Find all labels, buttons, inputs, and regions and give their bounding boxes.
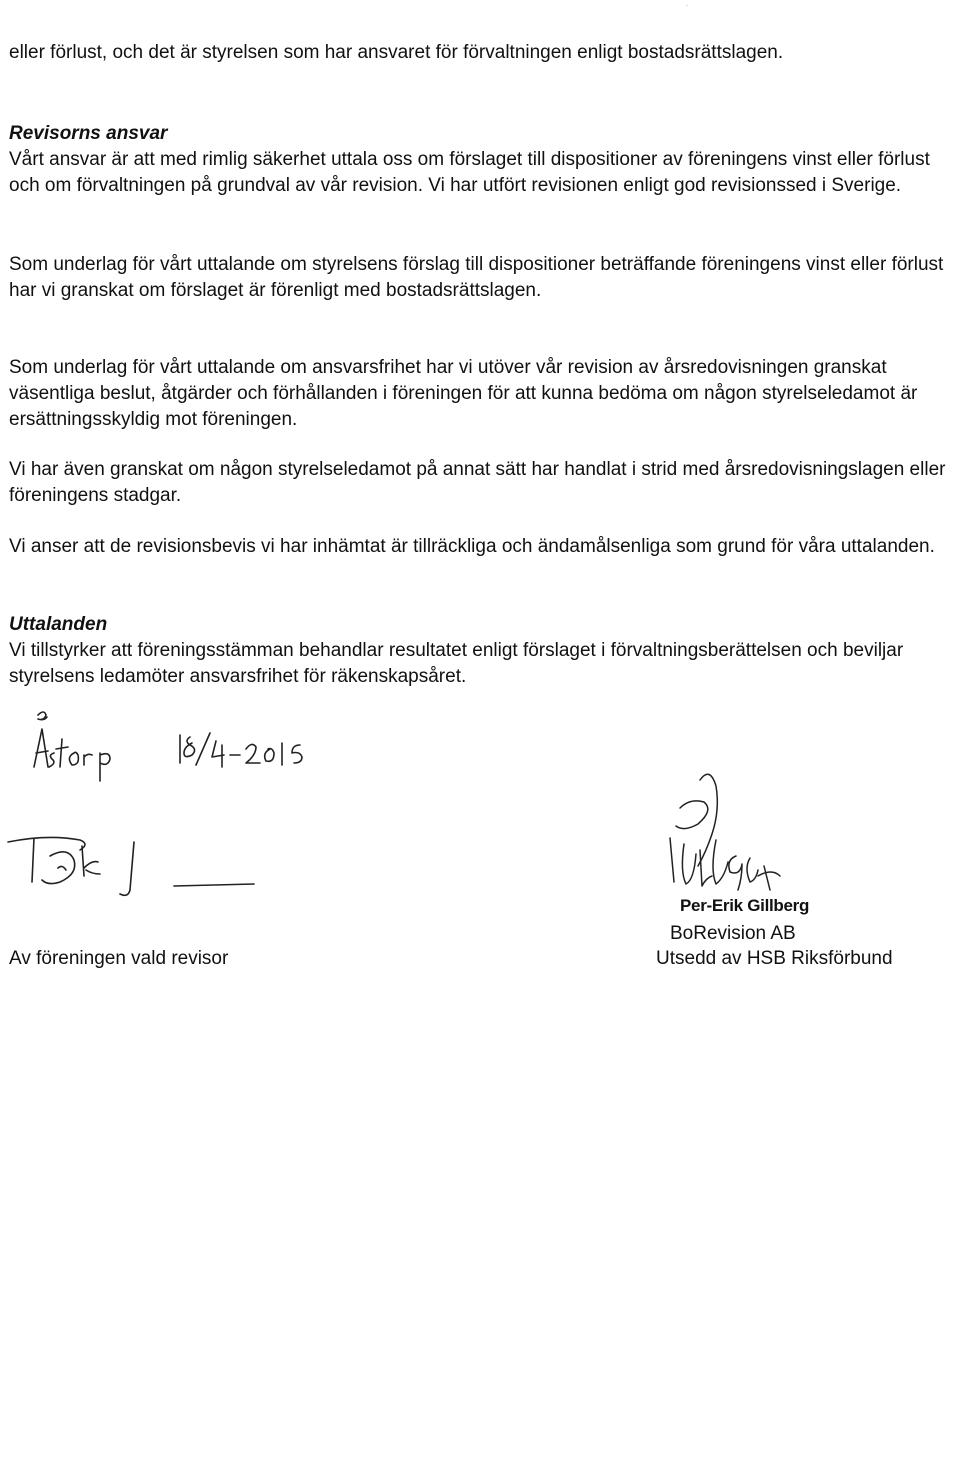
basis-discharge-paragraph: Som underlag för vårt uttalande om ansvarsfrihet har vi utöver vår revision av årsredovisningen granskat väsentliga beslut, åtgärder och förhållanden i föreningen för att kunna bedöma om någon styrelseledamot är ersättningsskyldig mot föreningen.: [9, 357, 918, 430]
handwritten-place-date: [20, 705, 320, 785]
signatory-appointed-by: Utsedd av HSB Riksförbund: [656, 948, 893, 969]
auditor-signature-right: [640, 770, 840, 910]
section-statements: [9, 612, 959, 690]
section-heading-statements: Uttalanden: [9, 614, 108, 635]
signatory-printed-name: Per-Erik Gillberg: [680, 896, 810, 915]
evidence-paragraph: Vi anser att de revisionsbevis vi har inhämtat är tillräckliga och ändamålsenliga som grund för våra uttalanden.: [9, 536, 935, 557]
basis-proposal-paragraph: Som underlag för vårt uttalande om styrelsens förslag till dispositioner beträffande föreningens vinst eller förlust har vi granskat om förslaget är förenligt med bostadsrättslagen.: [9, 254, 944, 301]
left-signature-label: Av föreningen vald revisor: [9, 948, 229, 969]
intro-line: eller förlust, och det är styrelsen som har ansvaret för förvaltningen enligt bostadsrättslagen.: [9, 42, 784, 63]
section-auditor-responsibility: [9, 121, 959, 199]
scan-speck: ˙: [686, 4, 689, 14]
signatory-company: BoRevision AB: [670, 923, 796, 944]
auditor-signature-left: [4, 820, 284, 910]
statements-paragraph: Vi tillstyrker att föreningsstämman behandlar resultatet enligt förslaget i förvaltningsberättelsen och beviljar styrelsens ledamöter ansvarsfrihet för räkenskapsåret.: [9, 640, 904, 687]
section-heading-auditor: Revisorns ansvar: [9, 123, 168, 144]
also-examined-paragraph: Vi har även granskat om någon styrelseledamot på annat sätt har handlat i strid med årsredovisningslagen eller föreningens stadgar.: [9, 459, 946, 506]
auditor-responsibility-paragraph: Vårt ansvar är att med rimlig säkerhet uttala oss om förslaget till dispositioner av föreningens vinst eller förlust och om förvaltningen på grundval av vår revision. Vi har utfört revisionen enligt god revisionssed i Sverige.: [9, 149, 930, 196]
